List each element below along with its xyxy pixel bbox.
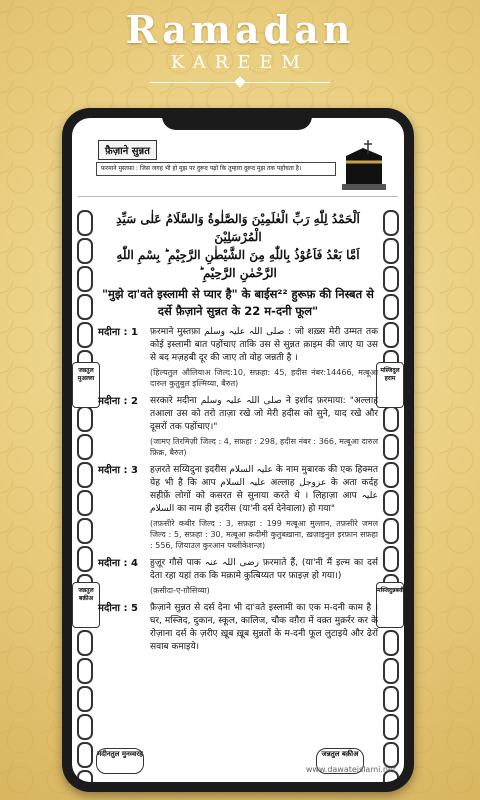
item-text: सरकारे मदीना صلی اللہ علیہ وسلم ने इर्शाद फ़रमाया: "अल्लाह तआला उस को तरो ताज़ा रखे जो मेरी हदीस को सुने, याद रखे और दूसरों तक पहोंचाए।": [150, 396, 378, 432]
arabic-line-1: اَلْحَمْدُ لِلّٰهِ رَبِّ الْعٰلَمِیْنَ وَالصَّلٰوةُ وَالسَّلَامُ عَلٰى سَیِّدِ الْمُرْسَلِیْنَ: [116, 212, 360, 244]
item-label: मदीना : 3: [98, 465, 138, 476]
document-header: [78, 132, 398, 197]
left-plate-2: जन्नतुल बक़ीअ: [72, 582, 100, 628]
item-text: फ़ैज़ाने सुन्नत से दर्स देना भी दा'वते इस्लामी का एक म-दनी काम है । घर, मस्जिद, दुकान, स्कूल, कालिज, चौक वग़ैरा में वक़्त मुक़र्रर कर के रोज़ाना दर्स के ज़रीए ख़ूब ख़ूब सुन्नतों के म-दनी फूल लुटाइये और ढेरों सवाब कमाइये।: [150, 603, 378, 652]
ornament-divider: [150, 78, 330, 88]
brand-header: [0, 8, 480, 88]
phone-screen[interactable]: [72, 118, 404, 782]
list-item: [98, 326, 378, 389]
item-text: हुज़ूर गौसे पाक رضی اللہ عنہ फ़रमाते हैं, (या'नी मैं इल्म का दर्स देता रहा यहां तक कि मक़ामे कुत्बिय्यत पर फ़ाइज़ हो गया।): [150, 558, 379, 581]
item-text: हज़रते सय्यिदुना इदरीस علیہ السلام के नाम मुबारक की एक हिक्मत येह भी है कि आप علیہ السلام अल्लाह عزوجل के अता कर्दह सहीफ़ें लोगों को कसरत से सुनाया करते थे । लिहाज़ा आप علیہ السلام का नाम ही इदरीस (या'नी दर्स देनेवाला) हो गया": [150, 465, 378, 514]
brand-subtitle: KAREEM: [171, 52, 309, 73]
list-item: [98, 602, 378, 654]
item-reference: (तफ़सीरे कबीर जिल्द : 3, सफ़हा : 199 मत्बूआ मुल्तान, तफ़सीरे जमल जिल्द : 5, सफ़हा : 30, मत्बूआ क़दीमी कुतुबख़ाना, ख़ज़ाइनुल इरफ़ान सफ़हा : 556, ज़ियाउल कुरआन पब्लीकेशन्ज़): [150, 519, 378, 550]
phone-notch: [162, 108, 312, 130]
left-plate-1: जन्नतुल मुअल्ला: [72, 362, 100, 408]
brand-title: Ramadan: [125, 7, 355, 52]
document-footer: [72, 750, 404, 778]
item-reference: (जामए तिरमिज़ी जिल्द : 4, सफ़हा : 298, हदीस नंबर : 366, मत्बूआ दारुल फ़िक्र, बैरुत): [150, 437, 378, 457]
kaaba-icon: [338, 136, 388, 192]
item-reference: (क़सीदा-ए-ग़ौसिय्या): [150, 586, 210, 595]
header-note: फ़रमाने मुस्तफ़ा : जिस जगह भी हो मुझ पर दुरूद पढ़ो कि तुम्हारा दुरूद मुझ तक पहोंचता है।: [96, 162, 336, 176]
document-page: [72, 132, 404, 782]
item-label: मदीना : 2: [98, 396, 138, 407]
document-content: [98, 210, 378, 752]
left-chain-border: [74, 208, 96, 742]
footer-left-plate: मदीनतुल मुनव्वरह: [96, 748, 144, 774]
list-item: [98, 395, 378, 458]
item-label: मदीना : 5: [98, 603, 138, 614]
list-item: [98, 464, 378, 551]
item-reference: (हिल्यतुल औलियाअ जिल्द:10, सफ़हा: 45, हदीस नंबर:14466, मत्बूआ दारुल कुतुबुल इल्मिय्या, बैरुत): [150, 368, 378, 388]
section-heading: "मुझे दा'वते इस्लामी से प्यार है" के बाईस²² हुरूफ़ की निस्बत से दर्से फ़ैज़ाने सुन्नत के 22 म-दनी फूल": [102, 287, 374, 318]
footer-right-plate: जन्नतुल बक़ीअ: [316, 748, 364, 774]
right-plate-1: मस्जिदुल हराम: [376, 362, 404, 408]
arabic-line-2: اَمَّا بَعْدُ فَاَعُوْذُ بِاللّٰهِ مِنَ الشَّیْطٰنِ الرَّجِیْمِ ؕ بِسْمِ اللّٰهِ الرَّحْمٰنِ الرَّحِیْمِ ؕ: [116, 248, 360, 280]
item-label: मदीना : 4: [98, 558, 138, 569]
website-url: www.dawateislami.net: [305, 765, 396, 774]
right-plate-2: मस्जिदुन्नबवी: [376, 582, 404, 628]
phone-frame: [62, 108, 414, 792]
item-label: मदीना : 1: [98, 327, 138, 338]
right-chain-border: [380, 208, 402, 742]
item-text: फ़रमाने मुस्तफ़ा صلی اللہ علیہ وسلم : जो शख़्स मेरी उम्मत तक कोई इस्लामी बात पहोंचाए ताकि उस से सुन्नत क़ाइम की जाए या उस से बद मज़हबी दूर की जाए तो वोह जन्नती है ।: [150, 327, 378, 363]
book-title: फ़ैज़ाने सुन्नत: [98, 140, 157, 160]
list-item: [98, 557, 378, 596]
